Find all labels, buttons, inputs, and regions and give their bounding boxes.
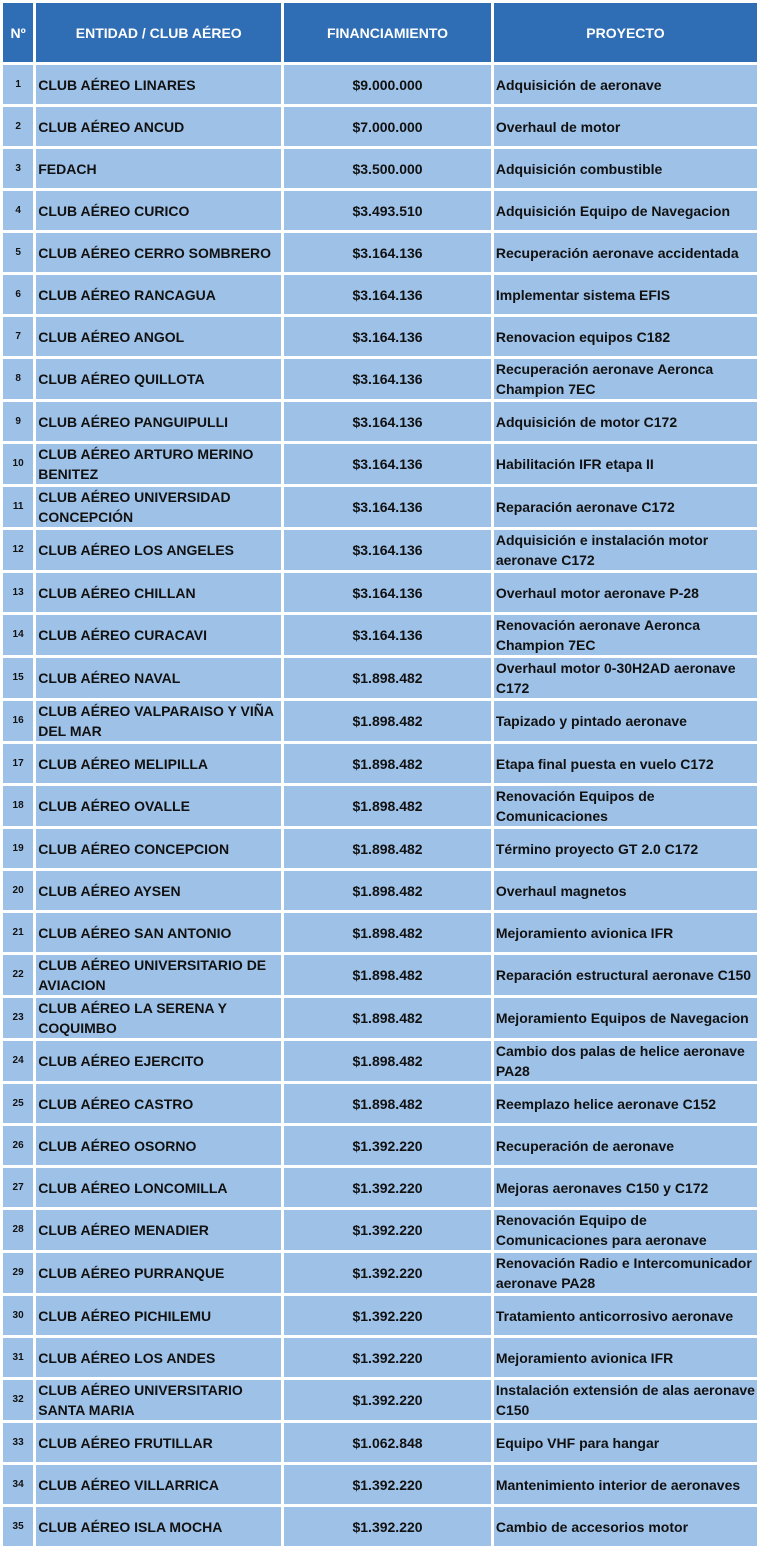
table-row [3,65,757,104]
table-row [3,998,757,1038]
table-row [3,233,757,272]
project-cell: Recuperación aeronave Aeronca Champion 7EC [494,359,757,399]
project-cell: Reparación estructural aeronave C150 [494,955,757,995]
row-number: 33 [3,1423,33,1462]
table-row [3,1507,757,1546]
table-row [3,1253,757,1293]
row-number: 32 [3,1380,33,1420]
funding-cell: $1.392.220 [284,1296,491,1335]
funding-cell: $3.164.136 [284,402,491,441]
entity-cell: CLUB AÉREO LOS ANDES [36,1338,281,1377]
funding-cell: $1.898.482 [284,744,491,783]
table-row [3,1423,757,1462]
row-number: 13 [3,573,33,612]
project-cell: Overhaul magnetos [494,871,757,910]
funding-cell: $7.000.000 [284,107,491,146]
row-number: 5 [3,233,33,272]
table-row [3,658,757,698]
project-cell: Renovación Equipo de Comunicaciones para aeronave [494,1210,757,1250]
project-cell: Mejoramiento Equipos de Navegacion [494,998,757,1038]
project-cell: Mejoramiento avionica IFR [494,1338,757,1377]
table-row [3,359,757,399]
entity-cell: CLUB AÉREO ANCUD [36,107,281,146]
funding-cell: $3.164.136 [284,444,491,484]
project-cell: Adquisición e instalación motor aeronave C172 [494,530,757,570]
table-row [3,317,757,356]
funding-cell: $3.164.136 [284,359,491,399]
row-number: 16 [3,701,33,741]
header-number: Nº [3,3,33,62]
funding-cell: $1.392.220 [284,1338,491,1377]
entity-cell: CLUB AÉREO PURRANQUE [36,1253,281,1293]
project-cell: Equipo VHF para hangar [494,1423,757,1462]
entity-cell: CLUB AÉREO UNIVERSITARIO DE AVIACION [36,955,281,995]
row-number: 29 [3,1253,33,1293]
entity-cell: CLUB AÉREO VILLARRICA [36,1465,281,1504]
project-cell: Tratamiento anticorrosivo aeronave [494,1296,757,1335]
project-cell: Adquisición de motor C172 [494,402,757,441]
entity-cell: CLUB AÉREO PICHILEMU [36,1296,281,1335]
funding-cell: $1.392.220 [284,1380,491,1420]
entity-cell: CLUB AÉREO LA SERENA Y COQUIMBO [36,998,281,1038]
project-cell: Cambio de accesorios motor [494,1507,757,1546]
entity-cell: CLUB AÉREO EJERCITO [36,1041,281,1081]
funding-cell: $1.898.482 [284,913,491,952]
table-row [3,615,757,655]
entity-cell: CLUB AÉREO AYSEN [36,871,281,910]
table-row [3,1338,757,1377]
table-row [3,701,757,741]
row-number: 24 [3,1041,33,1081]
project-cell: Overhaul motor 0-30H2AD aeronave C172 [494,658,757,698]
project-cell: Mejoras aeronaves C150 y C172 [494,1168,757,1207]
row-number: 1 [3,65,33,104]
funding-cell: $1.898.482 [284,1041,491,1081]
funding-cell: $3.164.136 [284,275,491,314]
project-cell: Overhaul motor aeronave P-28 [494,573,757,612]
table-body [3,65,757,1546]
row-number: 8 [3,359,33,399]
funding-cell: $1.898.482 [284,871,491,910]
project-cell: Término proyecto GT 2.0 C172 [494,829,757,868]
table-row [3,530,757,570]
entity-cell: CLUB AÉREO LOS ANGELES [36,530,281,570]
funding-cell: $1.898.482 [284,998,491,1038]
table-row [3,786,757,826]
project-cell: Implementar sistema EFIS [494,275,757,314]
entity-cell: CLUB AÉREO SAN ANTONIO [36,913,281,952]
table-row [3,871,757,910]
row-number: 18 [3,786,33,826]
table-row [3,1210,757,1250]
row-number: 9 [3,402,33,441]
entity-cell: CLUB AÉREO LINARES [36,65,281,104]
funding-cell: $1.392.220 [284,1507,491,1546]
row-number: 20 [3,871,33,910]
row-number: 15 [3,658,33,698]
project-cell: Tapizado y pintado aeronave [494,701,757,741]
table-row [3,1041,757,1081]
entity-cell: CLUB AÉREO MELIPILLA [36,744,281,783]
row-number: 12 [3,530,33,570]
entity-cell: CLUB AÉREO CHILLAN [36,573,281,612]
table-row [3,402,757,441]
row-number: 21 [3,913,33,952]
project-cell: Mantenimiento interior de aeronaves [494,1465,757,1504]
row-number: 6 [3,275,33,314]
row-number: 4 [3,191,33,230]
project-cell: Renovacion equipos C182 [494,317,757,356]
table-row [3,1465,757,1504]
row-number: 23 [3,998,33,1038]
table-row [3,573,757,612]
row-number: 22 [3,955,33,995]
entity-cell: CLUB AÉREO OVALLE [36,786,281,826]
funding-cell: $3.500.000 [284,149,491,188]
entity-cell: CLUB AÉREO CERRO SOMBRERO [36,233,281,272]
table-row [3,1126,757,1165]
funding-cell: $1.062.848 [284,1423,491,1462]
row-number: 31 [3,1338,33,1377]
entity-cell: CLUB AÉREO UNIVERSITARIO SANTA MARIA [36,1380,281,1420]
project-cell: Reparación aeronave C172 [494,487,757,527]
entity-cell: CLUB AÉREO ANGOL [36,317,281,356]
entity-cell: CLUB AÉREO FRUTILLAR [36,1423,281,1462]
funding-cell: $1.898.482 [284,786,491,826]
project-cell: Mejoramiento avionica IFR [494,913,757,952]
funding-cell: $1.898.482 [284,955,491,995]
row-number: 34 [3,1465,33,1504]
row-number: 14 [3,615,33,655]
table-row [3,191,757,230]
project-cell: Adquisición combustible [494,149,757,188]
project-cell: Recuperación de aeronave [494,1126,757,1165]
funding-cell: $1.392.220 [284,1253,491,1293]
header-entity: ENTIDAD / CLUB AÉREO [36,3,281,62]
project-cell: Renovación aeronave Aeronca Champion 7EC [494,615,757,655]
row-number: 7 [3,317,33,356]
funding-cell: $1.898.482 [284,1084,491,1123]
project-cell: Cambio dos palas de helice aeronave PA28 [494,1041,757,1081]
funding-cell: $1.898.482 [284,658,491,698]
row-number: 10 [3,444,33,484]
entity-cell: CLUB AÉREO VALPARAISO Y VIÑA DEL MAR [36,701,281,741]
row-number: 30 [3,1296,33,1335]
entity-cell: CLUB AÉREO CASTRO [36,1084,281,1123]
row-number: 11 [3,487,33,527]
entity-cell: CLUB AÉREO OSORNO [36,1126,281,1165]
project-cell: Instalación extensión de alas aeronave C150 [494,1380,757,1420]
project-cell: Overhaul de motor [494,107,757,146]
funding-cell: $3.164.136 [284,530,491,570]
table-row [3,149,757,188]
funding-cell: $3.164.136 [284,317,491,356]
entity-cell: CLUB AÉREO CONCEPCION [36,829,281,868]
table-row [3,1380,757,1420]
funding-cell: $1.392.220 [284,1210,491,1250]
table-row [3,487,757,527]
table-row [3,1168,757,1207]
entity-cell: CLUB AÉREO LONCOMILLA [36,1168,281,1207]
header-funding: FINANCIAMIENTO [284,3,491,62]
project-cell: Reemplazo helice aeronave C152 [494,1084,757,1123]
table-row [3,444,757,484]
project-cell: Etapa final puesta en vuelo C172 [494,744,757,783]
row-number: 17 [3,744,33,783]
entity-cell: CLUB AÉREO MENADIER [36,1210,281,1250]
funding-cell: $3.164.136 [284,615,491,655]
project-cell: Adquisición Equipo de Navegacion [494,191,757,230]
entity-cell: CLUB AÉREO UNIVERSIDAD CONCEPCIÓN [36,487,281,527]
funding-cell: $3.164.136 [284,233,491,272]
row-number: 27 [3,1168,33,1207]
table-row [3,1296,757,1335]
entity-cell: CLUB AÉREO PANGUIPULLI [36,402,281,441]
table-row [3,913,757,952]
row-number: 19 [3,829,33,868]
entity-cell: FEDACH [36,149,281,188]
table-row [3,275,757,314]
table-row [3,1084,757,1123]
project-cell: Renovación Equipos de Comunicaciones [494,786,757,826]
funding-cell: $1.392.220 [284,1465,491,1504]
project-cell: Adquisición de aeronave [494,65,757,104]
table-row [3,955,757,995]
funding-cell: $3.493.510 [284,191,491,230]
row-number: 28 [3,1210,33,1250]
project-cell: Renovación Radio e Intercomunicador aeronave PA28 [494,1253,757,1293]
funding-cell: $3.164.136 [284,487,491,527]
funding-cell: $1.392.220 [284,1126,491,1165]
row-number: 26 [3,1126,33,1165]
row-number: 35 [3,1507,33,1546]
row-number: 3 [3,149,33,188]
funding-cell: $9.000.000 [284,65,491,104]
row-number: 2 [3,107,33,146]
project-cell: Recuperación aeronave accidentada [494,233,757,272]
row-number: 25 [3,1084,33,1123]
funding-cell: $3.164.136 [284,573,491,612]
entity-cell: CLUB AÉREO QUILLOTA [36,359,281,399]
header-row [3,3,757,62]
funding-cell: $1.392.220 [284,1168,491,1207]
table-row [3,744,757,783]
entity-cell: CLUB AÉREO ISLA MOCHA [36,1507,281,1546]
project-cell: Habilitación IFR etapa II [494,444,757,484]
table-row [3,829,757,868]
entity-cell: CLUB AÉREO RANCAGUA [36,275,281,314]
funding-cell: $1.898.482 [284,829,491,868]
entity-cell: CLUB AÉREO NAVAL [36,658,281,698]
header-project: PROYECTO [494,3,757,62]
funding-cell: $1.898.482 [284,701,491,741]
entity-cell: CLUB AÉREO CURACAVI [36,615,281,655]
table-row [3,107,757,146]
entity-cell: CLUB AÉREO CURICO [36,191,281,230]
entity-cell: CLUB AÉREO ARTURO MERINO BENITEZ [36,444,281,484]
